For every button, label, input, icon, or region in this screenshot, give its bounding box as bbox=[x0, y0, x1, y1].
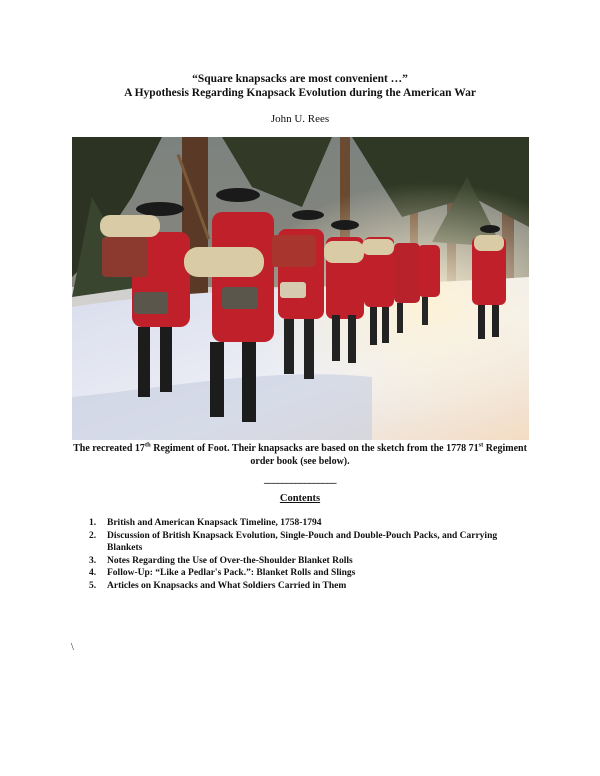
toc-item[interactable] bbox=[89, 567, 519, 580]
toc-text: British and American Knapsack Timeline, 1758-1794 bbox=[107, 518, 322, 528]
contents-heading: Contents bbox=[279, 493, 321, 504]
toc-text: Discussion of British Knapsack Evolution, Single-Pouch and Double-Pouch Packs, and Carrying Blankets bbox=[107, 530, 498, 553]
document-title-line2: A Hypothesis Regarding Knapsack Evolution during the American War bbox=[124, 87, 476, 99]
toc-item[interactable] bbox=[89, 530, 519, 555]
toc-text: Notes Regarding the Use of Over-the-Shoulder Blanket Rolls bbox=[107, 555, 353, 566]
author-name: John U. Rees bbox=[270, 113, 330, 125]
table-of-contents bbox=[89, 517, 519, 592]
toc-item[interactable] bbox=[89, 580, 519, 593]
toc-number: 3. bbox=[89, 555, 97, 566]
separator-rule: ________________ bbox=[264, 474, 336, 485]
photo-caption: The recreated 17th Regiment of Foot. Their knapsacks are based on the sketch from the 1778 71st Regiment order book (see below). bbox=[73, 441, 527, 467]
soldiers-marching-photo bbox=[72, 137, 529, 440]
toc-text: Follow-Up: “Like a Pedlar's Pack.”: Blanket Rolls and Slings bbox=[107, 568, 356, 578]
toc-text: Articles on Knapsacks and What Soldiers Carried in Them bbox=[107, 580, 347, 591]
stray-mark: \ bbox=[71, 642, 74, 653]
document-title-line1: “Square knapsacks are most convenient …” bbox=[192, 73, 408, 85]
toc-number: 1. bbox=[89, 518, 97, 528]
toc-item[interactable] bbox=[89, 517, 519, 530]
toc-number: 4. bbox=[89, 568, 97, 578]
toc-item[interactable] bbox=[89, 555, 519, 568]
toc-number: 5. bbox=[89, 580, 97, 591]
toc-number: 2. bbox=[89, 530, 97, 541]
